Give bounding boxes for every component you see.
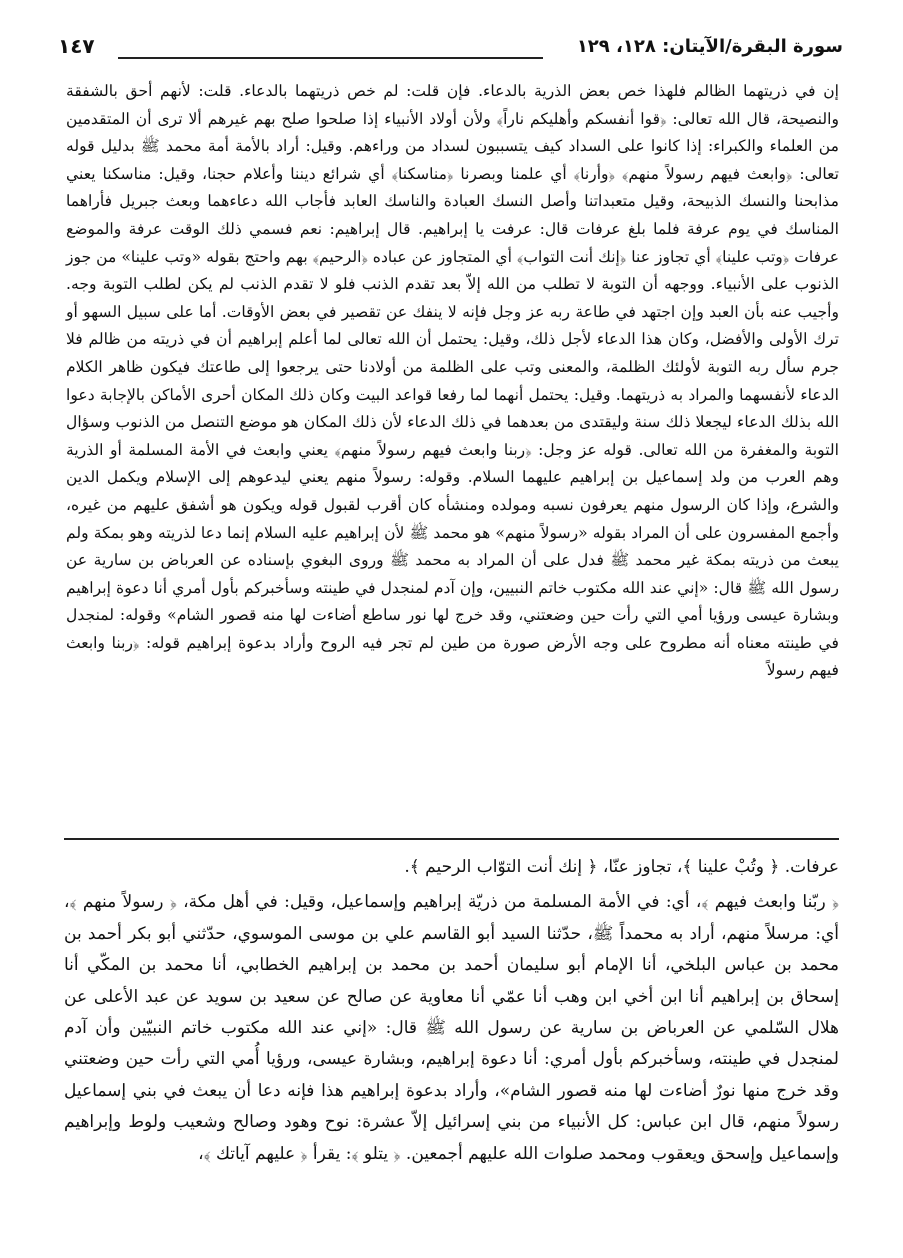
footnote-separator [64,838,839,840]
header-rule [118,57,543,59]
footnote-first-line: عرفات. ﴿ وتُبْ علينا ﴾، تجاوز عنّا، ﴿ إنك أنت التوّاب الرحيم ﴾. [404,857,839,877]
page-number: ١٤٧ [58,34,95,58]
main-commentary [66,78,839,685]
main-paragraph: إن في ذريتهما الظالم فلهذا خص بعض الذرية بالدعاء. فإن قلت: لم خص ذريتهما بالدعاء. قلت: لأنهم أحق بالشفقة والنصيحة، قال الله تعالى: ﴿قوا أنفسكم وأهليكم ناراً﴾ ولأن أولاد الأنبياء إذا صلحوا صلح بهم غيرهم ألا ترى أن المتقدمين من العلماء والكبراء: إذا كانوا على السداد كيف يتسببون لسداد من وراءهم. وقيل: أراد بالأمة أمة محمد ﷺ بدليل قوله تعالى: ﴿وابعث فيهم رسولاً منهم﴾ ﴿وأرنا﴾ أي علمنا وبصرنا ﴿مناسكنا﴾ أي شرائع ديننا وأعلام حجنا، وقيل: مناسكنا يعني مذابحنا والنسك الذبيحة، وقيل متعبداتنا وأصل النسك العبادة والناسك العابد فأجاب الله دعاءهما وبعث جبريل فأراهما المناسك في يوم عرفة فلما بلغ عرفات قال: عرفت يا إبراهيم. قال إبراهيم: نعم فسمي ذلك الوقت عرفة والموضع عرفات ﴿وتب علينا﴾ أي تجاوز عنا ﴿إنك أنت التواب﴾ أي المتجاوز عن عباده ﴿الرحيم﴾ بهم واحتج بقوله «وتب علينا» من جوز الذنوب على الأنبياء. ووجهه أن التوبة لا تطلب من الله إلاّ بعد تقدم الذنب فلو لا تقدم الذنب لم يكن لطلب التوبة وجه. وأجيب عنه بأن العبد وإن اجتهد في طاعة ربه عز وجل فإنه لا ينفك عن تقصير في بعض الأوقات. أما على سبيل السهو أو ترك الأولى والأفضل، وكان هذا الدعاء لأجل ذلك، وقيل: يحتمل أن الله تعالى لما أعلم إبراهيم أن في ذريته من ظالم فلا جرم سأل ربه التوبة لأولئك الظلمة، والمعنى وتب على الظلمة من أولادنا حتى يرجعوا إلى طاعتك فيكون ظاهر الكلام الدعاء لأنفسهما والمراد به ذريتهما. وقيل: يحتمل أنهما لما رفعا قواعد البيت وكان ذلك المكان أحرى الأماكن بالإجابة دعوا الله بذلك الدعاء ليجعلا ذلك سنة وليقتدى من بعدهما في ذلك الدعاء لأن ذلك المكان هو موضع التنصل من الذنوب وسؤال التوبة والمغفرة من الله تعالى. قوله عز وجل: ﴿ربنا وابعث فيهم رسولاً منهم﴾ يعني وابعث في الأمة المسلمة أو الذرية وهم العرب من ولد إسماعيل بن إبراهيم عليهما السلام. وقوله: رسولاً منهم يعني ليدعوهم إلى الإسلام ويكمل الدين والشرع، وإذا كان الرسول منهم يعرفون نسبه ومولده ومنشأه كان أقرب لقبول قوله ويكون هو أشفق عليهم من غيره، وأجمع المفسرون على أن المراد بقوله «رسولاً منهم» هو محمد ﷺ لأن إبراهيم عليه السلام إنما دعا لذريته وهو بمكة ولم يبعث من ذريته بمكة غير محمد ﷺ فدل على أن المراد به محمد ﷺ وروى البغوي بإسناده عن العرباض بن سارية عن رسول الله ﷺ قال: «إني عند الله مكتوب خاتم النبيين، وإن آدم لمنجدل في طينته وسأخبركم بأول أمري أنا دعوة إبراهيم وبشارة عيسى ورؤيا أمي التي رأت حين وضعتني، وقد خرج لها نور ساطع أضاءت لها منه قصور الشام» وقوله: لمنجدل في طينته معناه أنه مطروح على وجه الأرض صورة من طين لم تجر فيه الروح وأراد بدعوة إبراهيم قوله: ﴿ربنا وابعث فيهم رسولاً [66,82,839,680]
footnote-paragraph: ﴿ ربّنا وابعث فيهم ﴾، أي: في الأمة المسلمة من ذريّة إبراهيم وإسماعيل، وقيل: في أهل مكة، ﴿ رسولاً منهم ﴾، أي: مرسلاً منهم، أراد به محمداً ﷺ، حدّثنا السيد أبو القاسم علي بن موسى الموسوي، حدّثني أبو بكر أحمد بن محمد بن عباس البلخي، أنا الإمام أبو سليمان أحمد بن محمد بن إبراهيم الخطابي، أنا محمد بن المكّي أنا إسحاق بن إبراهيم أنا ابن أخي ابن وهب أنا عمّي أنا معاوية عن صالح عن سعيد بن سويد عن عبد الأعلى عن هلال السّلمي عن العرباض بن سارية عن رسول الله ﷺ قال: «إني عند الله مكتوب خاتم النبيّين وأن آدم لمنجدل في طينته، وسأخبركم بأول أمري: أنا دعوة إبراهيم، وبشارة عيسى، ورؤيا أُمي التي رأت حين وضعتني وقد خرج منها نورٌ أضاءت لها منه قصور الشام»، وأراد بدعوة إبراهيم هذا فإنه دعا أن يبعث في بني إسماعيل رسولاً منهم، قال ابن عباس: كل الأنبياء من بني إسرائيل إلاّ عشرة: نوح وهود وصالح وشعيب ولوط وإبراهيم وإسماعيل وإسحق ويعقوب ومحمد صلوات الله عليهم أجمعين. ﴿ يتلو ﴾: يقرأ ﴿ عليهم آياتك ﴾، [64,892,840,1164]
page-header [58,30,843,70]
surah-title: سورة البقرة/الآيتان: ١٢٨، ١٢٩ [576,36,843,57]
footnotes-section [64,852,839,1170]
